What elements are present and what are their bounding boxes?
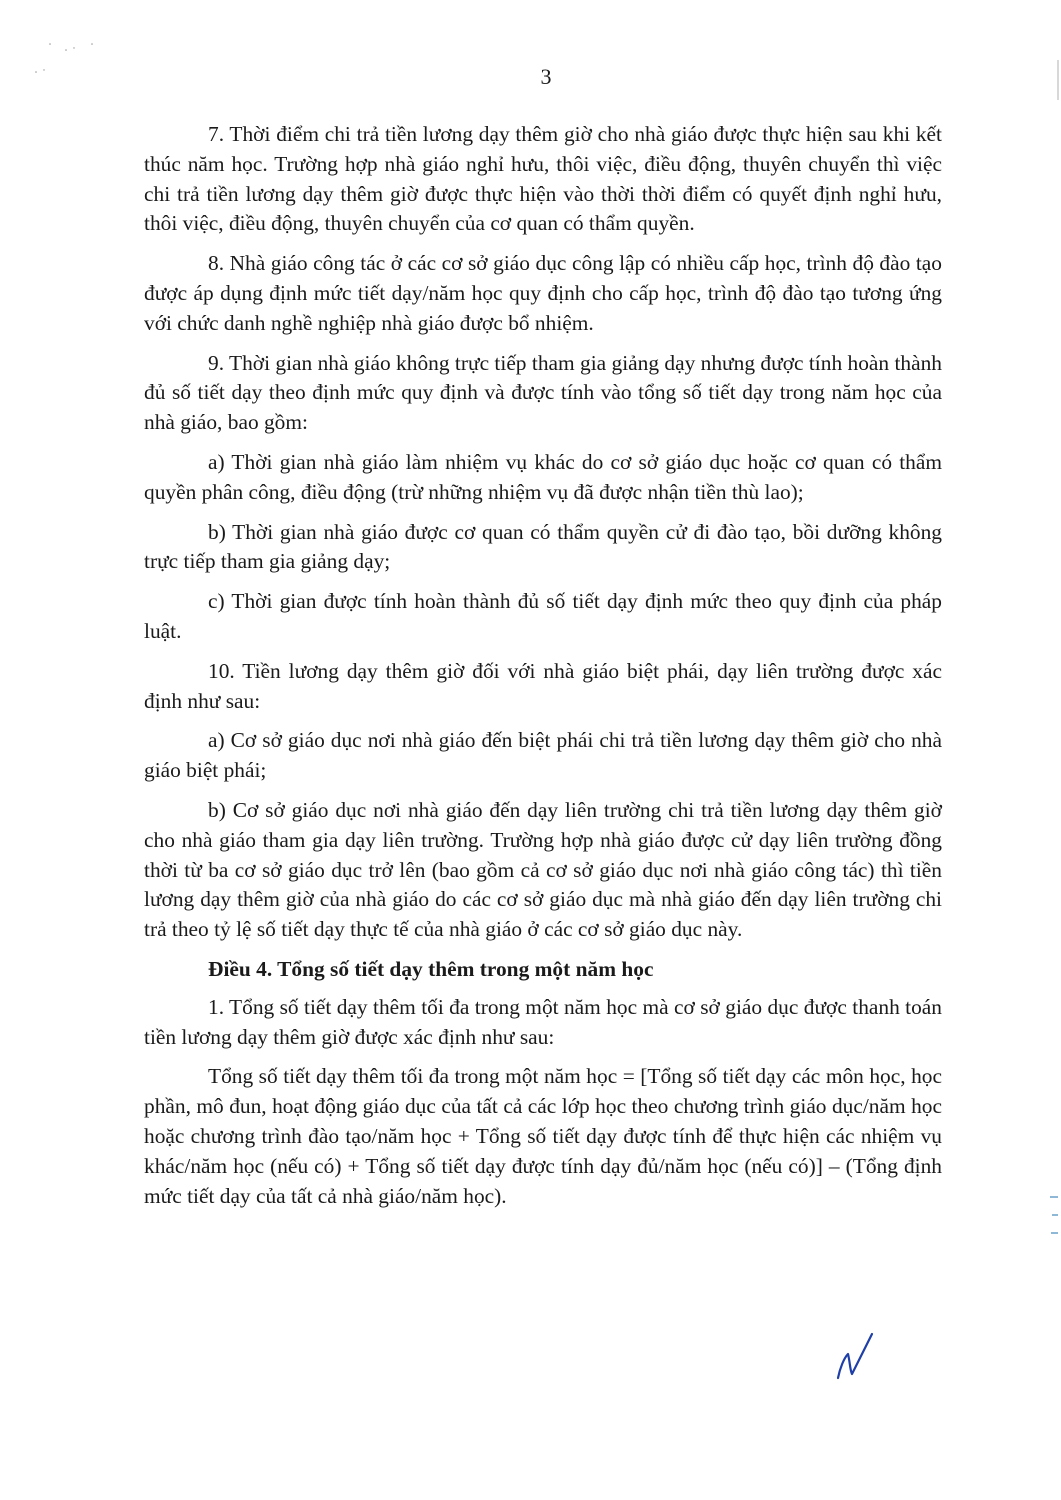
- paragraph: 7. Thời điểm chi trả tiền lương dạy thêm giờ cho nhà giáo được thực hiện sau khi kết thúc năm học. Trường hợp nhà giáo nghỉ hưu, thôi việc, điều động, thuyên chuyển thì việc chi trả tiền lương dạy thêm giờ được thực hiện vào thời thời điểm có quyết định nghỉ hưu, thôi việc, điều động, thuyên chuyển của cơ quan có thẩm quyền.: [144, 122, 942, 236]
- paragraph: a) Cơ sở giáo dục nơi nhà giáo đến biệt phái chi trả tiền lương dạy thêm giờ cho nhà giáo biệt phái;: [144, 728, 942, 783]
- paragraph: Tổng số tiết dạy thêm tối đa trong một năm học = [Tổng số tiết dạy các môn học, học phần, mô đun, hoạt động giáo dục của tất cả các lớp học theo chương trình giáo dục/năm học hoặc chương trình đào tạo/năm học + Tổng số tiết dạy được tính để thực hiện các nhiệm vụ khác/năm học (nếu có) + Tổng số tiết dạy được tính dạy đủ/năm học (nếu có)] – (Tổng định mức tiết dạy của tất cả nhà giáo/năm học).: [144, 1064, 942, 1208]
- scan-edge-mark: [1052, 1214, 1058, 1216]
- document-body: [144, 120, 942, 1221]
- paragraph: 9. Thời gian nhà giáo không trực tiếp tham gia giảng dạy nhưng được tính hoàn thành đủ số tiết dạy theo định mức quy định và được tính vào tổng số tiết dạy trong năm học của nhà giáo, bao gồm:: [144, 350, 942, 435]
- page-number: 3: [540, 64, 552, 89]
- scan-edge-mark: [1051, 1232, 1058, 1234]
- section-heading: Điều 4. Tổng số tiết dạy thêm trong một năm học: [208, 956, 654, 981]
- paragraph: c) Thời gian được tính hoàn thành đủ số tiết dạy định mức theo quy định của pháp luật.: [144, 589, 942, 643]
- scan-edge-mark: [1050, 1196, 1058, 1198]
- paragraph: b) Cơ sở giáo dục nơi nhà giáo đến dạy liên trường chi trả tiền lương dạy thêm giờ cho nhà giáo tham gia dạy liên trường. Trường hợp nhà giáo được cử dạy liên trường đồng thời từ ba cơ sở giáo dục trở lên (bao gồm cả cơ sở giáo dục nơi nhà giáo công tác) thì tiền lương dạy thêm giờ của nhà giáo do các cơ sở giáo dục mà nhà giáo đến dạy liên trường chi trả theo tỷ lệ số tiết dạy thực tế của nhà giáo ở các cơ sở giáo dục này.: [144, 797, 942, 942]
- paragraph: 10. Tiền lương dạy thêm giờ đối với nhà giáo biệt phái, dạy liên trường được xác định như sau:: [144, 658, 942, 713]
- paragraph: b) Thời gian nhà giáo được cơ quan có thẩm quyền cử đi đào tạo, bồi dưỡng không trực tiếp tham gia giảng dạy;: [144, 519, 942, 574]
- initial-signature: [828, 1328, 878, 1388]
- paragraph: 1. Tổng số tiết dạy thêm tối đa trong một năm học mà cơ sở giáo dục được thanh toán tiền lương dạy thêm giờ được xác định như sau:: [144, 994, 942, 1049]
- paragraph: 8. Nhà giáo công tác ở các cơ sở giáo dục công lập có nhiều cấp học, trình độ đào tạo được áp dụng định mức tiết dạy/năm học quy định cho cấp học, trình độ đào tạo tương ứng với chức danh nghề nghiệp nhà giáo được bổ nhiệm.: [144, 251, 942, 335]
- scan-edge-mark: [1057, 60, 1059, 100]
- paragraph: a) Thời gian nhà giáo làm nhiệm vụ khác do cơ sở giáo dục hoặc cơ quan có thẩm quyền phân công, điều động (trừ những nhiệm vụ đã được nhận tiền thù lao);: [144, 449, 942, 504]
